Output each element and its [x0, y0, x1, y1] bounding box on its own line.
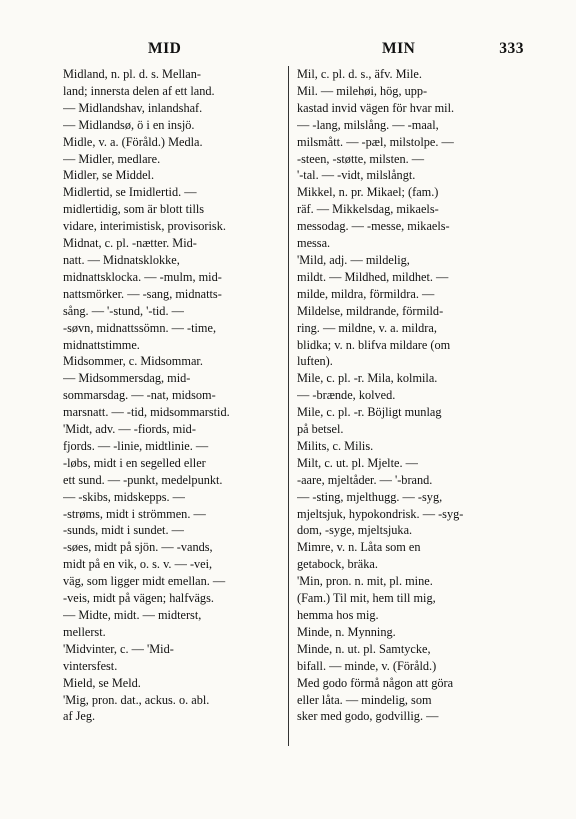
dictionary-line: — Midlandshav, inlandshaf. — [63, 100, 203, 115]
dictionary-line: Mile, c. pl. -r. Mila, kolmila. — [297, 371, 438, 386]
dictionary-line: milsmått. — -pæl, milstolpe. — — [297, 134, 454, 149]
dictionary-line: -sunds, midt i sundet. — — [63, 523, 184, 538]
dictionary-line: fjords. — -linie, midtlinie. — — [63, 438, 209, 453]
dictionary-line: blidka; v. n. blifva mildare (om — [297, 337, 451, 352]
dictionary-line: 'Mild, adj. — mildelig, — [297, 252, 410, 267]
dictionary-line: 'Min, pron. n. mit, pl. mine. — [297, 574, 433, 589]
dictionary-line: marsnatt. — -tid, midsommarstid. — [63, 405, 230, 420]
dictionary-line: Mile, c. pl. -r. Böjligt munlag — [297, 405, 442, 420]
dictionary-line: räf. — Mikkelsdag, mikaels- — [297, 202, 439, 217]
dictionary-line: väg, som ligger midt emellan. — — [63, 574, 226, 589]
dictionary-line: ett sund. — -punkt, medelpunkt. — [63, 472, 223, 487]
dictionary-line: Mikkel, n. pr. Mikael; (fam.) — [297, 185, 439, 200]
dictionary-line: Midlertid, se Imidlertid. — — [63, 185, 197, 200]
dictionary-line: af Jeg. — [63, 709, 96, 724]
dictionary-line: — -brænde, kolved. — [297, 388, 396, 403]
dictionary-line: Mildelse, mildrande, förmild- — [297, 303, 444, 318]
dictionary-line: milde, mildra, förmildra. — — [297, 286, 435, 301]
dictionary-line: -strøms, midt i strömmen. — — [63, 506, 206, 521]
dictionary-line: eller låta. — mindelig, som — [297, 692, 432, 707]
dictionary-line: midnattsklocka. — -mulm, mid- — [63, 269, 222, 284]
dictionary-line: -aare, mjeltåder. — '-brand. — [297, 472, 433, 487]
dictionary-line: sång. — '-stund, '-tid. — — [63, 303, 184, 318]
dictionary-line: 'Midvinter, c. — 'Mid- — [63, 641, 174, 656]
dictionary-line: — Midlandsø, ö i en insjö. — [63, 117, 195, 132]
dictionary-line: -løbs, midt i en segelled eller — [63, 455, 206, 470]
dictionary-line: Mil. — milehøi, hög, upp- — [297, 83, 428, 98]
running-header — [62, 40, 524, 62]
dictionary-line: Minde, n. Mynning. — [297, 624, 396, 639]
dictionary-line: 'Mig, pron. dat., ackus. o. abl. — [63, 692, 210, 707]
dictionary-line: — Midte, midt. — midterst, — [63, 608, 202, 622]
dictionary-line: — -skibs, midskepps. — — [63, 489, 185, 504]
dictionary-line: Midnat, c. pl. -nætter. Mid- — [63, 236, 197, 251]
dictionary-line: bifall. — minde, v. (Föråld.) — [297, 658, 437, 673]
dictionary-line: Midler, se Middel. — [63, 168, 155, 183]
dictionary-line: nattsmörker. — -sang, midnatts- — [63, 286, 222, 301]
dictionary-line: Mimre, v. n. Låta som en — [297, 540, 421, 555]
dictionary-line: mjeltsjuk, hypokondrisk. — -syg- — [297, 506, 464, 521]
dictionary-line: Med godo förmå någon att göra — [297, 675, 454, 690]
dictionary-line: (Fam.) Til mit, hem till mig, — [297, 591, 436, 606]
dictionary-line: Minde, n. ut. pl. Samtycke, — [297, 641, 431, 656]
dictionary-line: vidare, interimistisk, provisorisk. — [63, 219, 226, 234]
right-column — [297, 66, 527, 725]
dictionary-line: — Midler, medlare. — [63, 151, 161, 166]
dictionary-line: '-tal. — -vidt, milslångt. — [297, 168, 416, 183]
dictionary-line: vintersfest. — [63, 658, 118, 673]
column-divider — [288, 66, 289, 746]
dictionary-line: 'Midt, adv. — -fiords, mid- — [63, 422, 196, 437]
left-guide-word: MID — [148, 40, 182, 57]
dictionary-line: luften). — [297, 354, 333, 369]
dictionary-line: midnattstimme. — [63, 337, 140, 352]
dictionary-line: — Midsommersdag, mid- — [63, 371, 191, 386]
dictionary-line: Mield, se Meld. — [63, 675, 141, 690]
dictionary-line: Mil, c. pl. d. s., äfv. Mile. — [297, 67, 422, 81]
dictionary-line: Midsommer, c. Midsommar. — [63, 354, 203, 369]
dictionary-line: kastad invid vägen för hvar mil. — [297, 100, 455, 115]
dictionary-line: getabock, bräka. — [297, 557, 378, 572]
dictionary-line: -steen, -støtte, milsten. — — [297, 151, 425, 166]
dictionary-line: dom, -syge, mjeltsjuka. — [297, 523, 413, 538]
dictionary-line: -søes, midt på sjön. — -vands, — [63, 540, 213, 555]
dictionary-line: ring. — mildne, v. a. mildra, — [297, 320, 437, 335]
dictionary-line: messa. — [297, 236, 331, 251]
dictionary-line: sker med godo, godvillig. — — [297, 709, 439, 724]
dictionary-line: hemma hos mig. — [297, 608, 379, 622]
dictionary-line: mellerst. — [63, 624, 106, 639]
dictionary-line: -veis, midt på vägen; halfvägs. — [63, 591, 214, 606]
dictionary-line: Midland, n. pl. d. s. Mellan- — [63, 67, 201, 81]
right-guide-word: MIN — [382, 40, 416, 57]
page-number: 333 — [499, 40, 524, 57]
dictionary-line: — -sting, mjelthugg. — -syg, — [297, 489, 443, 504]
dictionary-line: Milt, c. ut. pl. Mjelte. — — [297, 455, 418, 470]
dictionary-line: Milits, c. Milis. — [297, 438, 374, 453]
dictionary-line: på betsel. — [297, 422, 344, 437]
dictionary-line: land; innersta delen af ett land. — [63, 83, 215, 98]
dictionary-line: — -lang, milslång. — -maal, — [297, 117, 439, 132]
dictionary-line: messodag. — -messe, mikaels- — [297, 219, 450, 234]
dictionary-line: natt. — Midnatsklokke, — [63, 252, 180, 267]
dictionary-line: Midle, v. a. (Föråld.) Medla. — [63, 134, 203, 149]
left-column — [63, 66, 277, 725]
dictionary-line: sommarsdag. — -nat, midsom- — [63, 388, 216, 403]
dictionary-line: midlertidig, som är blott tills — [63, 202, 205, 217]
dictionary-line: -søvn, midnattssömn. — -time, — [63, 320, 217, 335]
dictionary-line: midt på en vik, o. s. v. — -vei, — [63, 557, 213, 572]
dictionary-line: mildt. — Mildhed, mildhet. — — [297, 269, 449, 284]
